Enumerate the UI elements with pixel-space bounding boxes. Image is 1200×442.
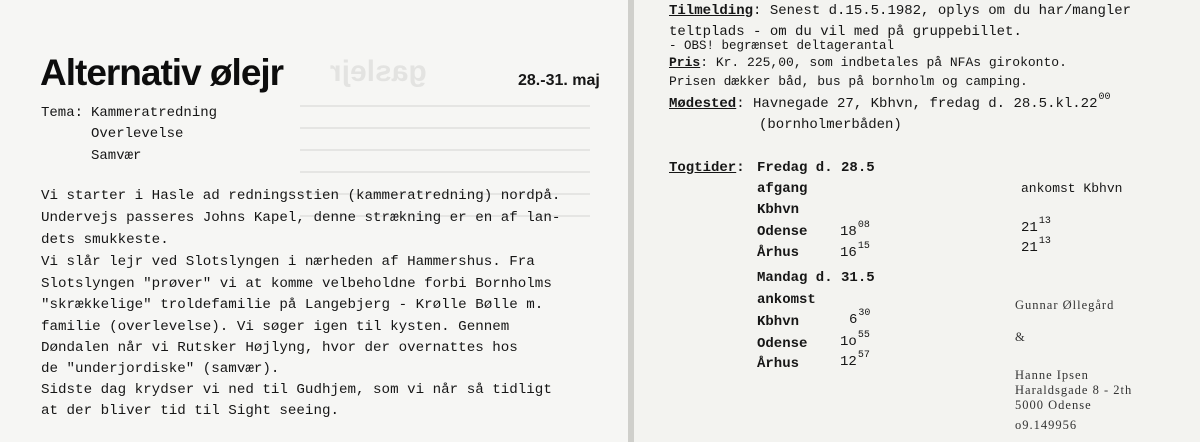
ankomst-kbhvn-label: ankomst Kbhvn bbox=[1021, 181, 1123, 196]
body-line: Døndalen når vi Rutsker Højlyng, hvor der overnattes hos bbox=[41, 340, 518, 356]
station-name: Odense bbox=[757, 224, 808, 240]
station-name: Kbhvn bbox=[757, 202, 800, 218]
afgang-label: afgang bbox=[757, 181, 808, 197]
theme-item: Samvær bbox=[91, 148, 142, 164]
body-line: Sidste dag krydser vi ned til Gudhjem, som vi når så tidligt bbox=[41, 382, 552, 398]
theme-item: Kammeratredning bbox=[91, 105, 218, 121]
pris-line-1: Pris: Kr. 225,00, som indbetales på NFAs girokonto. bbox=[669, 55, 1067, 70]
ankomst-label: ankomst bbox=[757, 292, 816, 308]
body-line: Undervejs passeres Johns Kapel, denne strækning er en af lan- bbox=[41, 210, 561, 226]
arrival-time: $6^{30}$ bbox=[849, 308, 871, 328]
contact-street: Haraldsgade 8 - 2th bbox=[1015, 383, 1133, 397]
theme-item: Overlevelse bbox=[91, 126, 184, 142]
monday-heading: Mandag d. 31.5 bbox=[757, 270, 875, 286]
tema-label: Tema: bbox=[41, 105, 84, 121]
friday-heading: Fredag d. 28.5 bbox=[757, 160, 875, 176]
arrival-time: $21^{13}$ bbox=[1021, 216, 1051, 236]
togtider-label: Togtider bbox=[669, 160, 737, 176]
arrival-time: $12^{57}$ bbox=[840, 350, 870, 370]
contact-name-1: Gunnar Øllegård bbox=[1015, 298, 1115, 312]
body-line: at der bliver tid til Sight seeing. bbox=[41, 403, 339, 419]
contact-phone: o9.149956 bbox=[1015, 418, 1078, 432]
station-name: Odense bbox=[757, 336, 808, 352]
moedested-line-1: Mødested: Havnegade 27, Kbhvn, fredag d. $28.5.kl.22^{00}$ bbox=[669, 92, 1111, 112]
body-line: Vi slår lejr ved Slotslyngen i nærheden af Hammershus. Fra bbox=[41, 254, 535, 270]
contact-city: 5000 Odense bbox=[1015, 398, 1092, 412]
togtider-heading: Togtider: bbox=[669, 160, 745, 176]
tilmelding-line-3: - OBS! begrænset deltagerantal bbox=[669, 39, 895, 53]
page-title: Alternativ ølejr bbox=[40, 52, 284, 93]
station-name: Århus bbox=[757, 356, 800, 372]
contact-ampersand: & bbox=[1015, 330, 1026, 344]
station-name: Kbhvn bbox=[757, 314, 800, 330]
arrival-time: $1o^{55}$ bbox=[840, 330, 870, 350]
moedested-time-sup: 00 bbox=[1098, 92, 1111, 103]
departure-time: $16^{15}$ bbox=[840, 241, 870, 261]
right-page bbox=[634, 0, 1200, 442]
body-line: Vi starter i Hasle ad redningsstien (kammeratredning) nordpå. bbox=[41, 188, 561, 204]
body-line: de "underjordiske" (samvær). bbox=[41, 361, 280, 377]
station-name: Århus bbox=[757, 245, 800, 261]
arrival-time: $21^{13}$ bbox=[1021, 236, 1051, 256]
departure-time: $18^{08}$ bbox=[840, 220, 870, 240]
pris-label: Pris bbox=[669, 55, 701, 70]
body-line: Slotslyngen "prøver" vi at komme velbeholdne forbi Bornholms bbox=[41, 276, 552, 292]
body-line: "skrækkelige" troldefamilie på Langebjerg - Krølle Bølle m. bbox=[41, 297, 544, 313]
contact-name-2: Hanne Ipsen bbox=[1015, 368, 1089, 382]
body-line: familie (overlevelse). Vi søger igen til kysten. Gennem bbox=[41, 319, 510, 335]
bleed-through-heading: gaslejr bbox=[330, 55, 427, 88]
moedested-label: Mødested bbox=[669, 96, 737, 112]
pris-line-2: Prisen dækker båd, bus på bornholm og camping. bbox=[669, 74, 1028, 89]
tilmelding-line-2: teltplads - om du vil med på gruppebillet. bbox=[669, 24, 1022, 40]
event-dates: 28.-31. maj bbox=[518, 72, 600, 89]
tilmelding-line-1: Tilmelding: Senest d.15.5.1982, oplys om du har/mangler bbox=[669, 3, 1132, 19]
tilmelding-label: Tilmelding bbox=[669, 3, 754, 19]
body-line: dets smukkeste. bbox=[41, 232, 169, 248]
moedested-line-2: (bornholmerbåden) bbox=[759, 117, 902, 133]
bleed-through-lines bbox=[300, 105, 590, 225]
